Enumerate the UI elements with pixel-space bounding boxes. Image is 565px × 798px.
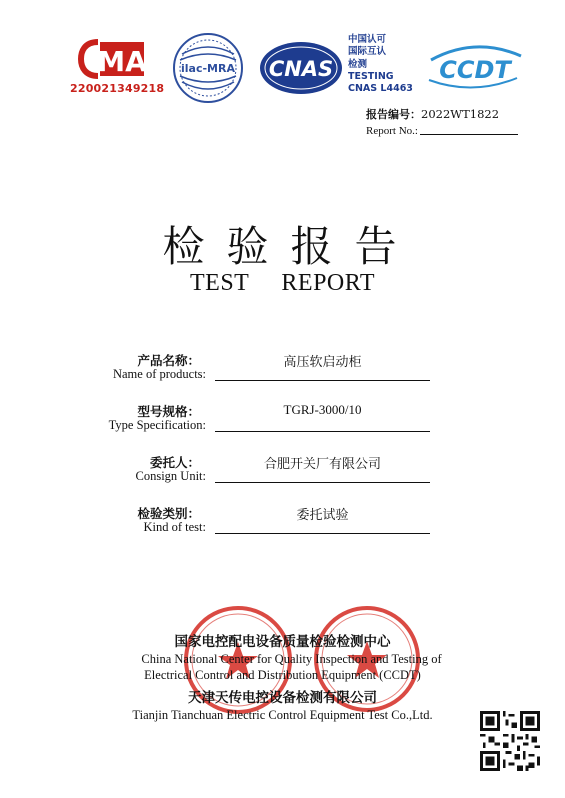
field-underline [215,431,430,432]
field-label-cn: 型号规格： [137,404,200,419]
field-value: 高压软启动柜 [283,355,362,370]
field-label-en: Type Specification: [108,418,206,432]
cnas-line: 检测 [348,58,368,70]
company-name-en: Tianjin Tianchuan Electric Control Equipment Test Co.,Ltd. [132,708,433,722]
title-cn: 检验报告 [162,222,419,271]
cnas-line: TESTING [348,70,394,82]
cnas-line: CNAS L4463 [348,83,413,95]
title-en: TEST REPORT [190,270,375,296]
cnas-text-block [348,34,424,95]
cnas-logo [258,40,344,96]
field-kind-of-test [60,504,440,544]
field-product-name [60,351,440,391]
field-label-cn: 检验类别： [137,506,200,521]
ccdt-logo [425,40,525,94]
field-underline [215,482,430,483]
report-number [366,106,556,137]
field-label-cn: 产品名称： [137,353,200,368]
report-number-label-en: Report No.: [366,125,418,137]
field-value: 委托试验 [296,508,349,523]
field-underline [215,380,430,381]
cma-logo-icon [78,38,148,80]
center-name-en-2: Electrical Control and Distribution Equipment (CCDT) [144,668,421,682]
report-number-label-cn: 报告编号： [366,108,421,121]
field-label-en: Consign Unit: [135,469,206,483]
company-name-cn: 天津天传电控设备检测有限公司 [188,690,377,706]
cnas-mark-text: CNAS [268,57,334,81]
field-value: TGRJ-3000/10 [283,402,362,417]
cnas-line: 中国认可 [348,34,387,45]
ccdt-mark-text: CCDT [439,56,511,84]
field-value: 合肥开关厂有限公司 [263,457,381,472]
qr-code-icon [480,711,540,771]
report-number-value: 2022WT1822 [421,107,500,121]
center-name-cn: 国家电控配电设备质量检验检测中心 [174,634,391,650]
ilac-mra-logo-icon [170,30,246,106]
field-label-en: Kind of test: [143,520,206,534]
ccdt-logo-icon [425,40,525,94]
center-name-en-1: China National Center for Quality Inspection and Testing of [141,652,442,666]
cma-number: 220021349218 [70,82,165,95]
field-type-specification [60,402,440,442]
report-number-underline [420,134,518,135]
field-underline [215,533,430,534]
field-label-en: Name of products: [112,367,206,381]
ilac-mra-text: ilac-MRA [181,62,235,75]
cnas-line: 国际互认 [348,46,387,58]
cma-mark-text: MA [97,45,147,78]
cnas-logo-icon [258,40,344,96]
field-label-cn: 委托人： [149,455,200,470]
cma-logo [70,38,165,102]
ilac-mra-logo [170,30,246,106]
field-consign-unit [60,453,440,493]
